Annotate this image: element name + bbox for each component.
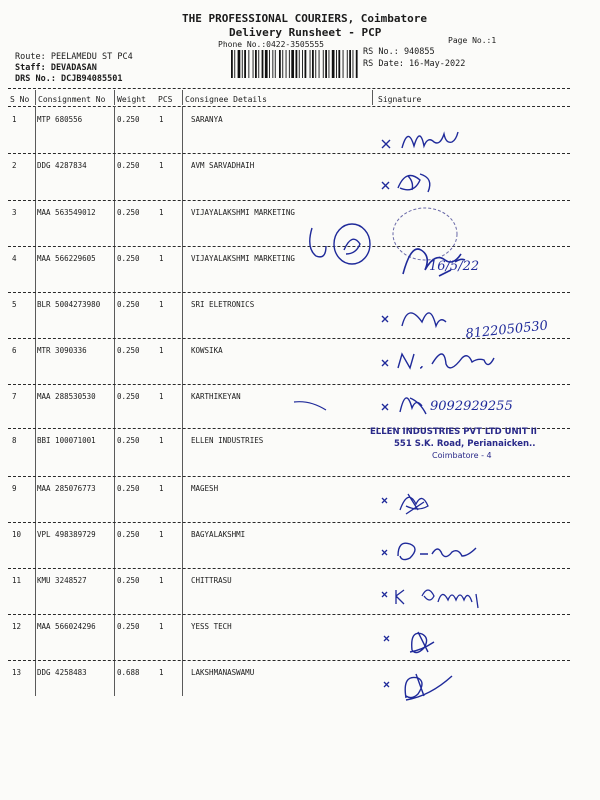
cell-consignment: MAA 566024296 [37, 622, 96, 631]
cell-consignment: MAA 563549012 [37, 208, 96, 217]
cell-weight: 0.250 [117, 161, 140, 170]
barcode-bar [258, 50, 259, 78]
staff: Staff: DEVADASAN [15, 63, 97, 73]
stamp-line-2: 551 S.K. Road, Perianaicken.. [394, 439, 536, 449]
barcode-bar [302, 50, 303, 78]
drs-number: DRS No.: DCJB94085501 [15, 74, 123, 84]
signature-row-3-scribble [300, 200, 390, 270]
barcode-bar [289, 50, 290, 78]
cell-weight: 0.250 [117, 115, 140, 124]
stamp-line-1: ELLEN INDUSTRIES PVT LTD UNIT II [370, 427, 537, 437]
cell-pcs: 1 [159, 484, 164, 493]
signature-row-6 [372, 344, 572, 390]
barcode-bar [332, 50, 335, 78]
header-bottom-rule [8, 106, 570, 107]
signature-row-9 [372, 484, 572, 530]
col-separator [114, 90, 115, 105]
route: Route: PEELAMEDU ST PC4 [15, 52, 133, 62]
cell-sno: 5 [12, 300, 17, 309]
cell-consignee: KARTHIKEYAN [191, 392, 241, 401]
barcode-bar [291, 50, 294, 78]
handwritten-date: 16/5/22 [429, 259, 480, 274]
col-header-signature: Signature [378, 95, 422, 104]
barcode-bar [305, 50, 307, 78]
cell-consignee: LAKSHMANASWAMU [191, 668, 255, 677]
cell-weight: 0.250 [117, 392, 140, 401]
barcode-bar [238, 50, 241, 78]
cell-pcs: 1 [159, 346, 164, 355]
cell-weight: 0.250 [117, 530, 140, 539]
barcode-bar [248, 50, 249, 78]
cell-pcs: 1 [159, 300, 164, 309]
col-header-consignment: Consignment No [38, 95, 106, 104]
cell-consignment: MAA 288530530 [37, 392, 96, 401]
cell-consignment: KMU 3248527 [37, 576, 87, 585]
cell-weight: 0.250 [117, 484, 140, 493]
cell-weight: 0.250 [117, 346, 140, 355]
barcode-bar [272, 50, 273, 78]
cell-consignment: MAA 285076773 [37, 484, 96, 493]
col-separator [35, 90, 36, 105]
barcode-bar [329, 50, 330, 78]
barcode-bar [296, 50, 298, 78]
barcode-bar [282, 50, 283, 78]
cell-sno: 12 [12, 622, 22, 631]
cell-pcs: 1 [159, 115, 164, 124]
signature-row-11 [372, 576, 572, 622]
barcode-bar [347, 50, 348, 78]
cell-consignment: BLR 5004273980 [37, 300, 101, 309]
cell-pcs: 1 [159, 576, 164, 585]
barcode-bar [231, 50, 233, 78]
cell-sno: 2 [12, 161, 17, 170]
handwritten-phone-1: 8122050530 [464, 318, 549, 342]
barcode [230, 50, 358, 78]
col-separator [372, 90, 373, 105]
signature-row-10 [372, 532, 572, 578]
cell-sno: 9 [12, 484, 17, 493]
col-header-sno: S No [10, 95, 30, 104]
signature-row-13 [372, 666, 572, 710]
barcode-bar [343, 50, 344, 78]
col-header-consignee: Consignee Details [185, 95, 267, 104]
col-separator [182, 90, 183, 105]
col-header-pcs: PCS [158, 95, 173, 104]
handwritten-phone-2: 9092929255 [430, 399, 513, 414]
company-seal-row-3 [385, 198, 480, 288]
cell-sno: 6 [12, 346, 17, 355]
cell-weight: 0.250 [117, 300, 140, 309]
rs-date: RS Date: 16-May-2022 [363, 59, 466, 69]
cell-consignee: VIJAYALAKSHMI MARKETING [191, 254, 295, 263]
cell-consignee: AVM SARVADHAIH [191, 161, 255, 170]
cell-consignee: KOWSIKA [191, 346, 223, 355]
cell-consignment: DDG 4258483 [37, 668, 87, 677]
cell-pcs: 1 [159, 208, 164, 217]
page-number: Page No.:1 [448, 36, 497, 45]
barcode-bar [315, 50, 316, 78]
cell-pcs: 1 [159, 668, 164, 677]
barcode-bar [310, 50, 311, 78]
barcode-bar [275, 50, 276, 78]
signature-row-12 [372, 624, 572, 670]
cell-weight: 0.250 [117, 576, 140, 585]
barcode-bar [286, 50, 287, 78]
col-separator [182, 106, 183, 696]
signature-row-1 [372, 118, 572, 164]
company-stamp [370, 415, 580, 470]
barcode-bar [255, 50, 257, 78]
document-subtitle: Delivery Runsheet - PCP [229, 26, 382, 39]
barcode-bar [234, 50, 235, 78]
barcode-bar [244, 50, 246, 78]
table-top-rule [8, 88, 570, 89]
barcode-bar [279, 50, 281, 78]
cell-sno: 13 [12, 668, 22, 677]
barcode-bar [349, 50, 351, 78]
barcode-bar [323, 50, 324, 78]
cell-sno: 7 [12, 392, 17, 401]
cell-consignment: MTP 680556 [37, 115, 83, 124]
cell-weight: 0.250 [117, 208, 140, 217]
signature-row-5 [372, 300, 572, 350]
cell-consignment: MTR 3090336 [37, 346, 87, 355]
cell-consignee: CHITTRASU [191, 576, 232, 585]
cell-sno: 11 [12, 576, 22, 585]
barcode-bar [299, 50, 300, 78]
cell-pcs: 1 [159, 530, 164, 539]
cell-sno: 4 [12, 254, 17, 263]
phone-number: Phone No.:0422-3505555 [218, 40, 324, 49]
cell-weight: 0.688 [117, 668, 140, 677]
cell-consignment: VPL 498389729 [37, 530, 96, 539]
cell-sno: 8 [12, 436, 17, 445]
document-title: THE PROFESSIONAL COURIERS, Coimbatore [182, 12, 428, 25]
row-rule [8, 476, 570, 477]
barcode-bar [353, 50, 354, 78]
cell-sno: 10 [12, 530, 22, 539]
cell-weight: 0.250 [117, 254, 140, 263]
col-separator [35, 106, 36, 696]
cell-pcs: 1 [159, 392, 164, 401]
barcode-bar [319, 50, 320, 78]
cell-weight: 0.250 [117, 436, 140, 445]
cell-consignee: MAGESH [191, 484, 219, 493]
col-separator [114, 106, 115, 696]
barcode-bar [265, 50, 268, 78]
barcode-bar [325, 50, 327, 78]
row-rule [8, 292, 570, 293]
cell-consignment: BBI 100071001 [37, 436, 96, 445]
barcode-bar [338, 50, 340, 78]
cell-consignee: SARANYA [191, 115, 223, 124]
cell-consignment: DDG 4287834 [37, 161, 87, 170]
barcode-bar [262, 50, 264, 78]
cell-pcs: 1 [159, 254, 164, 263]
barcode-bar [253, 50, 254, 78]
cell-consignee: SRI ELETRONICS [191, 300, 255, 309]
cell-consignee: VIJAYALAKSHMI MARKETING [191, 208, 295, 217]
cell-sno: 3 [12, 208, 17, 217]
cell-consignee: BAGYALAKSHMI [191, 530, 246, 539]
stamp-line-3: Coimbatore - 4 [432, 451, 492, 460]
barcode-bar [242, 50, 243, 78]
rs-number: RS No.: 940855 [363, 47, 435, 57]
cell-sno: 1 [12, 115, 17, 124]
barcode-bar [312, 50, 314, 78]
barcode-bar [356, 50, 358, 78]
barcode-bar [336, 50, 337, 78]
cell-consignee: YESS TECH [191, 622, 232, 631]
barcode-bar [269, 50, 270, 78]
col-header-weight: Weight [117, 95, 146, 104]
cell-weight: 0.250 [117, 622, 140, 631]
cell-pcs: 1 [159, 161, 164, 170]
cell-consignment: MAA 566229605 [37, 254, 96, 263]
cell-pcs: 1 [159, 622, 164, 631]
cell-consignee: ELLEN INDUSTRIES [191, 436, 264, 445]
cell-pcs: 1 [159, 436, 164, 445]
pen-stroke-mark [290, 398, 330, 412]
row-rule [8, 246, 570, 247]
